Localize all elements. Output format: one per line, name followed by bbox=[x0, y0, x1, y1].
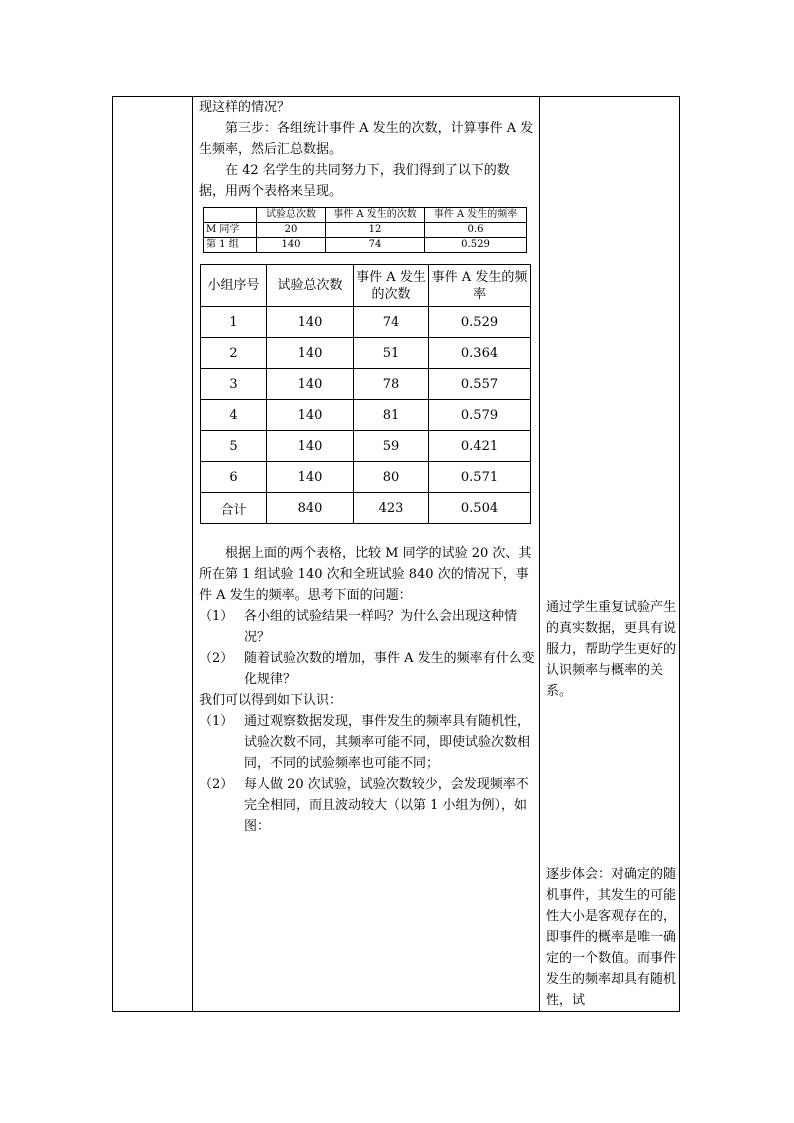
step3-paragraph: 第三步：各组统计事件 A 发生的次数，计算事件 A 发生频率，然后汇总数据。 bbox=[199, 121, 534, 157]
table-cell: 事件 A 发生的频率 bbox=[425, 208, 527, 223]
table-cell: 0.504 bbox=[429, 493, 531, 524]
item-text: 随着试验次数的增加，事件 A 发生的频率有什么变化规律？ bbox=[244, 651, 535, 687]
design-intent-note: 通过学生重复试验产生的真实数据，更具有说服力，帮助学生更好的认识频率与概率的关系。 bbox=[546, 600, 677, 699]
table-row bbox=[204, 238, 527, 253]
table-cell: 140 bbox=[267, 400, 354, 431]
table-row bbox=[201, 400, 531, 431]
table-cell: 2 bbox=[201, 338, 267, 369]
table-cell: 0.557 bbox=[429, 369, 531, 400]
table-cell: 合计 bbox=[201, 493, 267, 524]
table-cell: 74 bbox=[354, 307, 429, 338]
table-row bbox=[201, 369, 531, 400]
table-row bbox=[204, 223, 527, 238]
conclusion-item bbox=[199, 711, 535, 774]
conclusion-intro: 我们可以得到如下认识： bbox=[199, 693, 343, 708]
table-cell: 140 bbox=[257, 238, 326, 253]
design-intent-note: 逐步体会：对确定的随机事件，其发生的可能性大小是客观存在的，即事件的概率是唯一确定的一个数值。而事件发生的频率却具有随机性，试 bbox=[546, 867, 677, 1008]
table-cell: 6 bbox=[201, 462, 267, 493]
table-row bbox=[201, 493, 531, 524]
table-cell: 0.6 bbox=[425, 223, 527, 238]
table-cell: 81 bbox=[354, 400, 429, 431]
header-cell: 小组序号 bbox=[201, 265, 267, 307]
table-cell: 0.579 bbox=[429, 400, 531, 431]
table-cell: 0.421 bbox=[429, 431, 531, 462]
table-cell: 74 bbox=[326, 238, 425, 253]
table-cell: 0.529 bbox=[429, 307, 531, 338]
table-cell: 59 bbox=[354, 431, 429, 462]
header-cell: 事件 A 发生的次数 bbox=[354, 265, 429, 307]
activity-column bbox=[199, 97, 535, 202]
table-cell: 1 bbox=[201, 307, 267, 338]
table-cell: 140 bbox=[267, 307, 354, 338]
table-cell: 140 bbox=[267, 462, 354, 493]
table-cell: 140 bbox=[267, 431, 354, 462]
header-cell: 试验总次数 bbox=[267, 265, 354, 307]
summary-table bbox=[203, 207, 527, 253]
table-cell: 第 1 组 bbox=[204, 238, 257, 253]
table-cell: 0.571 bbox=[429, 462, 531, 493]
item-number: （1） bbox=[199, 714, 234, 729]
table-cell: 78 bbox=[354, 369, 429, 400]
table-row bbox=[201, 462, 531, 493]
table-cell: 试验总次数 bbox=[257, 208, 326, 223]
question-item bbox=[199, 648, 535, 690]
table-cell: 3 bbox=[201, 369, 267, 400]
table-cell: 5 bbox=[201, 431, 267, 462]
question-item bbox=[199, 606, 535, 648]
item-number: （1） bbox=[199, 609, 234, 624]
header-cell: 事件 A 发生的频率 bbox=[429, 265, 531, 307]
table-cell: 20 bbox=[257, 223, 326, 238]
item-text: 每人做 20 次试验，试验次数较少，会发现频率不完全相同，而且波动较大（以第 1 小组为例），如图： bbox=[244, 777, 529, 834]
students-paragraph: 在 42 名学生的共同努力下，我们得到了以下的数据，用两个表格来呈现。 bbox=[199, 163, 510, 199]
intro-line: 现这样的情况？ bbox=[199, 100, 291, 115]
table-row bbox=[201, 338, 531, 369]
item-text: 各小组的试验结果一样吗？为什么会出现这种情况？ bbox=[244, 609, 518, 645]
table-header-row bbox=[201, 265, 531, 307]
table-cell: 51 bbox=[354, 338, 429, 369]
table-row bbox=[201, 431, 531, 462]
compare-paragraph: 根据上面的两个表格，比较 M 同学的试验 20 次、其所在第 1 组试验 140 次和全班试验 840 次的情况下，事件 A 发生的频率。思考下面的问题： bbox=[199, 546, 532, 603]
table-cell: 0.529 bbox=[425, 238, 527, 253]
item-number: （2） bbox=[199, 651, 234, 666]
table-cell: 140 bbox=[267, 338, 354, 369]
table-cell: 80 bbox=[354, 462, 429, 493]
conclusion-item bbox=[199, 774, 535, 837]
table-cell: 12 bbox=[326, 223, 425, 238]
table-cell: 事件 A 发生的次数 bbox=[326, 208, 425, 223]
table-cell: 0.364 bbox=[429, 338, 531, 369]
column-divider-right bbox=[539, 97, 540, 1011]
discussion-section bbox=[199, 543, 535, 837]
item-number: （2） bbox=[199, 777, 234, 792]
table-row bbox=[204, 208, 527, 223]
table-cell: 840 bbox=[267, 493, 354, 524]
table-row bbox=[201, 307, 531, 338]
table-cell bbox=[204, 208, 257, 223]
group-results-table bbox=[200, 264, 531, 524]
column-divider-left bbox=[192, 97, 193, 1011]
lesson-plan-table bbox=[112, 96, 680, 1012]
table-cell: 140 bbox=[267, 369, 354, 400]
table-cell: M 同学 bbox=[204, 223, 257, 238]
table-cell: 4 bbox=[201, 400, 267, 431]
item-text: 通过观察数据发现，事件发生的频率具有随机性，试验次数不同，其频率可能不同，即使试验次数相同，不同的试验频率也可能不同； bbox=[244, 714, 531, 771]
table-cell: 423 bbox=[354, 493, 429, 524]
